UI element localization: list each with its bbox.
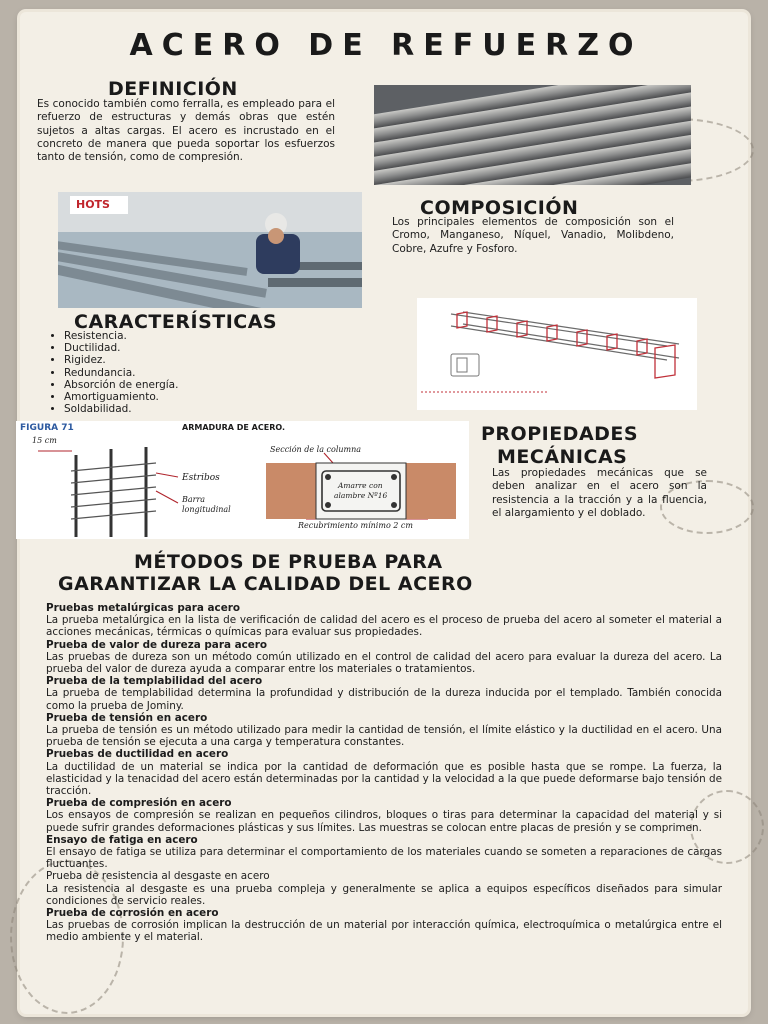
- definicion-heading: DEFINICIÓN: [108, 78, 238, 100]
- propiedades-heading: PROPIEDADES: [481, 423, 639, 445]
- caracteristicas-list: [46, 330, 178, 415]
- metodo-text: El ensayo de fatiga se utiliza para determinar el comportamiento de los materiales cuando se someten a reparaciones de cargas fluctuantes.: [46, 846, 722, 871]
- seccion-label: Sección de la columna: [270, 445, 362, 454]
- metodo-heading: Pruebas metalúrgicas para acero: [46, 602, 241, 614]
- barra-label: Barra: [182, 495, 206, 504]
- metodo-heading: Prueba de resistencia al desgaste en acero: [46, 870, 270, 883]
- list-item: • Soldabilidad.: [64, 403, 178, 415]
- rebar-photo: [374, 85, 691, 185]
- metodos-heading: MÉTODOS DE PRUEBA PARA: [134, 551, 443, 573]
- list-item: • Rigidez.: [64, 354, 178, 366]
- caracteristicas-heading: CARACTERÍSTICAS: [74, 311, 278, 333]
- worker-photo-logo: HOTS: [76, 198, 110, 211]
- amarre-label-2: alambre Nº16: [334, 491, 388, 500]
- composicion-heading: COMPOSICIÓN: [420, 197, 579, 219]
- figura-label: FIGURA 71: [20, 423, 74, 433]
- list-item: • Resistencia.: [64, 330, 178, 342]
- metodo-text: La prueba de tensión es un método utilizado para medir la cantidad de tensión, el límite elástico y la ductilidad en el acero. Una prueba de tensión se ejecuta a una carga y temperatura constantes.: [46, 724, 722, 749]
- list-item: • Ductilidad.: [64, 342, 178, 354]
- metodo-heading: Prueba de tensión en acero: [46, 711, 208, 724]
- metodo-heading: Prueba de la templabilidad del acero: [46, 675, 263, 688]
- composicion-text: Los principales elementos de composición son el Cromo, Manganeso, Níquel, Vanadio, Molibdeno, Cobre, Azufre y Fosforo.: [392, 216, 674, 255]
- list-item: • Absorción de energía.: [64, 379, 178, 391]
- worker-photo: [58, 192, 362, 308]
- metodo-text: La prueba de templabilidad determina la profundidad y distribución de la dureza inducida por el templado. También conocida como la prueba de Jominy.: [46, 687, 722, 712]
- metodo-text: La prueba metalúrgica en la lista de verificación de calidad del acero es el proceso de prueba del acero al someter el material a acciones mecánicas, térmicas o químicas para evaluar sus propiedades.: [46, 614, 722, 639]
- barra-label-2: longitudinal: [182, 505, 231, 514]
- metodo-text: La resistencia al desgaste es una prueba compleja y generalmente se aplica a equipos específicos diseñados para simular condiciones de servicio reales.: [46, 882, 722, 907]
- propiedades-heading-line2: MECÁNICAS: [497, 446, 628, 468]
- poster-title: ACERO DE REFUERZO: [129, 28, 643, 63]
- armadura-figure: [16, 421, 469, 539]
- list-item: • Amortiguamiento.: [64, 391, 178, 403]
- metodos-heading-line2: GARANTIZAR LA CALIDAD DEL ACERO: [58, 573, 473, 595]
- metodo-heading: Prueba de compresión en acero: [46, 797, 232, 810]
- metodos-body: [46, 602, 722, 944]
- definicion-text: Es conocido también como ferralla, es empleado para el refuerzo de estructuras y demás obras que estén sujetos a altas cargas. El acero es incrustado en el concreto de manera que pueda soportar los esfuerzos tanto de tensión, como de compresión.: [37, 98, 335, 164]
- metodo-text: Las pruebas de corrosión implican la destrucción de un material por interacción química, electroquímica o metalúrgica entre el medio ambiente y el material.: [46, 919, 722, 944]
- metodo-heading: Ensayo de fatiga en acero: [46, 833, 198, 846]
- metodo-text: La ductilidad de un material se indica por la cantidad de deformación que es posible hasta que se rompe. La fuerza, la elasticidad y la tenacidad del acero están determinadas por la cantidad y la velocidad a la que puede deformarse bajo tensión de tracción.: [46, 760, 722, 798]
- metodo-heading: Prueba de valor de dureza para acero: [46, 638, 268, 651]
- estribos-label: Estribos: [182, 473, 220, 483]
- amarre-label: Amarre con: [338, 481, 383, 490]
- recubrimiento-label: Recubrimiento mínimo 2 cm: [298, 521, 413, 530]
- list-item: • Redundancia.: [64, 367, 178, 379]
- rebar-cage-image: [417, 298, 697, 410]
- metodo-heading: Pruebas de ductilidad en acero: [46, 748, 229, 761]
- metodo-text: Los ensayos de compresión se realizan en pequeños cilindros, bloques o tiras para determinar la capacidad del material y si puede sufrir grandes deformaciones plásticas y sus límites. Las muestras se colocan entre placas de presión y se comprimen.: [46, 809, 722, 834]
- metodo-heading: Prueba de corrosión en acero: [46, 907, 219, 920]
- propiedades-text: Las propiedades mecánicas que se deben analizar en el acero son la resistencia a la tracción y a la fluencia, el alargamiento y el doblado.: [492, 467, 707, 519]
- metodo-text: Las pruebas de dureza son un método común utilizado en el control de calidad del acero para evaluar la dureza del acero. La prueba del valor de dureza ayuda a comparar entre los materiales o tratamientos.: [46, 650, 722, 676]
- figura-dim-label: 15 cm: [32, 436, 57, 445]
- figura-title: ARMADURA DE ACERO.: [182, 423, 286, 432]
